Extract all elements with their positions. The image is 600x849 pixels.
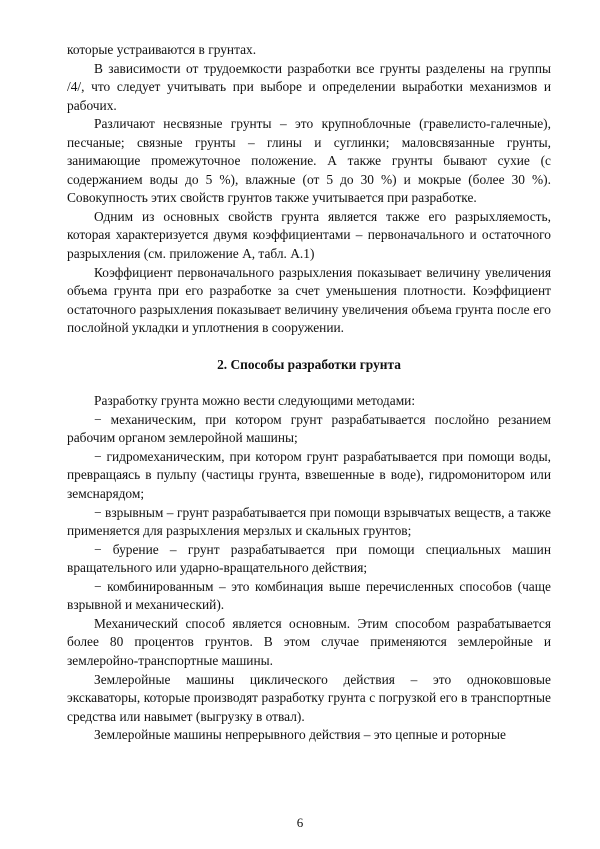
body-text	[67, 41, 551, 745]
paragraph-continuation: которые устраиваются в грунтах.	[67, 42, 257, 57]
list-item-explosive: − взрывным – грунт разрабатывается при помощи взрывчатых веществ, а также применяется для разрыхления мерзлых и скальных грунтов;	[67, 504, 551, 539]
list-item-hydromechanical: − гидромеханическим, при котором грунт разрабатывается при помощи воды, превращаясь в пульпу (частицы грунта, взвешенные в воде), гидромонитором или земснарядом;	[67, 448, 551, 502]
list-item-combined: − комбинированным – это комбинация выше перечисленных способов (чаще взрывной и механический).	[67, 578, 551, 613]
page-number: 6	[296, 815, 304, 830]
list-item-mechanical: − механическим, при котором грунт разрабатывается послойно резанием рабочим органом землеройной машины;	[67, 411, 551, 446]
paragraph-continuous-machines: Землеройные машины непрерывного действия – это цепные и роторные	[94, 727, 506, 743]
section-heading: 2. Способы разработки грунта	[217, 356, 401, 372]
paragraph-soil-groups: В зависимости от трудоемкости разработки все грунты разделены на группы /4/, что следует учитывать при выборе и определении выработки механизмов и рабочих.	[67, 60, 551, 113]
paragraph-cyclic-machines: Землеройные машины циклического действия – это одноковшовые экскаваторы, которые производят разработку грунта с погрузкой его в транспортные средства или навымет (выгрузку в отвал).	[67, 671, 551, 724]
list-item-drilling: − бурение – грунт разрабатывается при помощи специальных машин вращательного или ударно-вращательного действия;	[67, 541, 551, 576]
paragraph-loosening: Одним из основных свойств грунта является также его разрыхляемость, которая характеризуется двумя коэффициентами – первоначального и остаточного разрыхления (см. приложение А, табл. А.1)	[67, 208, 551, 262]
paragraph-mechanical-method: Механический способ является основным. Этим способом разрабатывается более 80 процентов грунтов. В этом случае применяются землеройные и землеройно-транспортные машины.	[67, 615, 551, 668]
paragraph-coefficients: Коэффициент первоначального разрыхления показывает величину увеличения объема грунта при его разработке за счет уменьшения плотности. Коэффициент остаточного разрыхления показывает величину увеличения объема грунта после его послойной укладки и уплотнения в сооружении.	[67, 264, 551, 336]
paragraph-soil-types: Различают несвязные грунты – это крупноблочные (гравелисто-галечные), песчаные; связные грунты – глины и суглинки; маловсвязанные грунты, занимающие промежуточное положение. А также грунты бывают сухие (с содержанием воды до 5 %), влажные (от 5 до 30 %) и мокрые (более 30 %). Совокупность этих свойств грунтов также учитывается при разработке.	[67, 116, 551, 206]
paragraph-methods-intro: Разработку грунта можно вести следующими методами:	[94, 393, 416, 409]
